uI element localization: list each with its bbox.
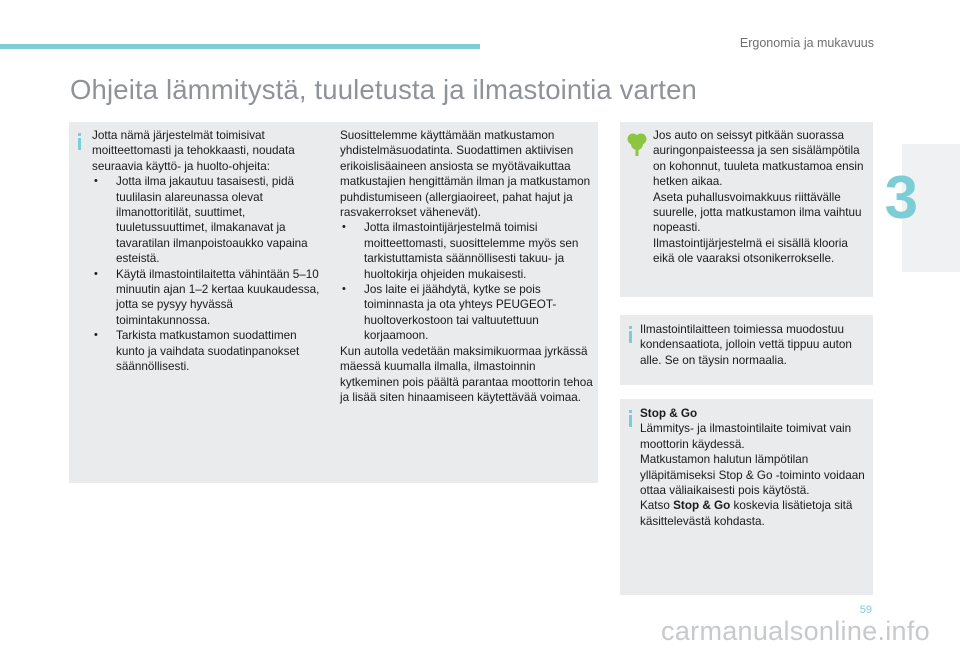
list-item: • Käytä ilmastointilaitetta vähintään 5–10 minuutin ajan 1–2 kertaa kuukaudessa, jotta se pysyy hyvässä toimintakunnossa. (92, 267, 324, 329)
paragraph: Lämmitys- ja ilmastointilaite toimivat vain moottorin käydessä. (640, 422, 852, 451)
list-item: • Jos laite ei jäähdytä, kytke se pois toiminnasta ja ota yhteys PEUGEOT-huoltoverkostoon tai valtuutettuun korjaamoon. (340, 282, 594, 344)
column-left (92, 128, 324, 375)
paragraph: Jos auto on seissyt pitkään suorassa auringonpaisteessa ja sen sisälämpötila on kohonnut, tuuleta matkustamoa ensin hetken aikaa. (653, 129, 864, 189)
paragraph: Ilmastointijärjestelmä ei sisällä klooria eikä ole vaaraksi otsonikerrokselle. (653, 236, 848, 266)
list-item: • Jotta ilmastointijärjestelmä toimisi moitteettomasti, suosittelemme myös sen tarkistuttamista säännöllisesti takuu- ja huoltokirja ohjeiden mukaisesti. (340, 220, 594, 282)
stop-go-note-text (640, 406, 868, 529)
running-header: Ergonomia ja mukavuus (739, 36, 874, 50)
condensation-note-text (640, 322, 868, 368)
eco-tip-text (653, 128, 869, 267)
watermark: carmanualsonline.info (661, 616, 930, 646)
info-icon (629, 326, 632, 343)
chapter-number: 3 (884, 164, 918, 231)
info-icon (629, 410, 632, 427)
paragraph: Jotta nämä järjestelmät toimisivat moitteettomasti ja tehokkaasti, noudata seuraavia käyttö- ja huolto-ohjeita: (92, 129, 295, 173)
page-number: 59 (859, 604, 872, 616)
list-item: • Jotta ilma jakautuu tasaisesti, pidä tuulilasin alareunassa olevat ilmanottoritilät, suuttimet, tuuletussuuttimet, ilmakanavat ja tavaratilan ilmanpoistoaukko vapaina esteistä. (92, 174, 324, 266)
paragraph: Katso Stop & Go koskevia lisätietoja sitä käsittelevästä kohdasta. (640, 499, 853, 528)
eco-tree-icon (627, 131, 647, 157)
paragraph: Aseta puhallusvoimakkuus riittävälle suurelle, jotta matkustamon ilma vaihtuu nopeasti. (653, 190, 862, 235)
paragraph: Ilmastointilaitteen toimiessa muodostuu kondensaatiota, jolloin vettä tippuu auton alle. Se on täysin normaalia. (640, 323, 852, 367)
page-title: Ohjeita lämmitystä, tuuletusta ja ilmastointia varten (70, 74, 697, 105)
list-item: • Tarkista matkustamon suodattimen kunto ja vaihdata suodatinpanokset säännöllisesti. (92, 328, 324, 374)
paragraph: Matkustamon halutun lämpötilan ylläpitämiseksi Stop & Go -toiminto voidaan ottaa väliaikaisesti pois käytöstä. (640, 453, 865, 498)
column-right (340, 128, 594, 405)
paragraph: Suosittelemme käyttämään matkustamon yhdistelmäsuodatinta. Suodattimen aktiivisen erikoislisäaineen ansiosta se myötävaikuttaa matkustajien hengittämän ilman ja matkustamon puhdistumiseen (allergiaoireet, pahat hajut ja rasvakerrokset vähenevät). (340, 129, 591, 220)
note-heading: Stop & Go (640, 407, 698, 420)
info-icon (78, 133, 81, 150)
header-accent-bar (0, 44, 480, 49)
paragraph: Kun autolla vedetään maksimikuormaa jyrkässä mäessä kuumalla ilmalla, ilmastoinnin kytkeminen pois päältä parantaa moottorin tehoa ja lisää siten hinaamiseen käytettävää voimaa. (340, 344, 593, 404)
